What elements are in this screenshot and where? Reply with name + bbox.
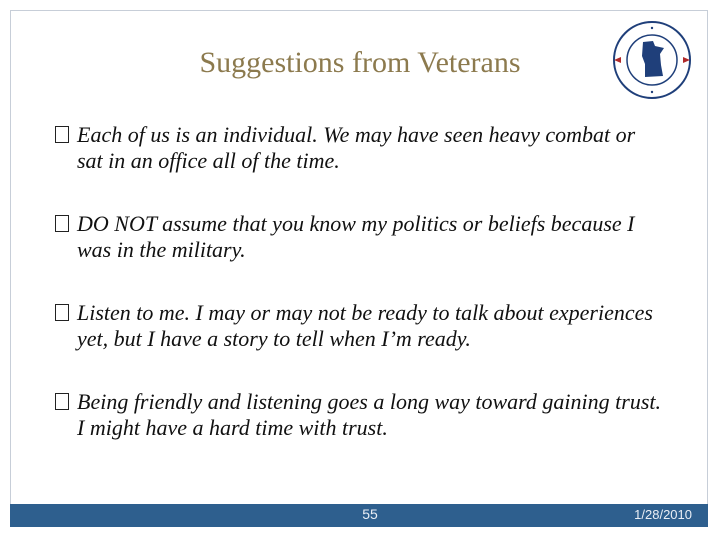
bullet-item bbox=[55, 211, 665, 263]
footer-bar bbox=[10, 504, 708, 527]
bullet-box-icon bbox=[55, 393, 69, 410]
bullet-text: Being friendly and listening goes a long way toward gaining trust. I might have a hard time with trust. bbox=[77, 389, 661, 440]
slide-date: 1/28/2010 bbox=[634, 507, 692, 522]
bullet-box-icon bbox=[55, 215, 69, 232]
bullet-item bbox=[55, 389, 665, 441]
bullet-text: DO NOT assume that you know my politics or beliefs because I was in the military. bbox=[77, 211, 635, 262]
slide-title: Suggestions from Veterans bbox=[199, 46, 521, 79]
bullet-box-icon bbox=[55, 304, 69, 321]
bullet-box-icon bbox=[55, 126, 69, 143]
bullet-list bbox=[55, 122, 665, 478]
page-number: 55 bbox=[362, 506, 378, 522]
bullet-text: Listen to me. I may or may not be ready to talk about experiences yet, but I have a story to tell when I’m ready. bbox=[77, 300, 653, 351]
bullet-item bbox=[55, 300, 665, 352]
bullet-item bbox=[55, 122, 665, 174]
mdva-seal-logo bbox=[612, 20, 692, 100]
bullet-text: Each of us is an individual. We may have seen heavy combat or sat in an office all of the time. bbox=[77, 122, 636, 173]
